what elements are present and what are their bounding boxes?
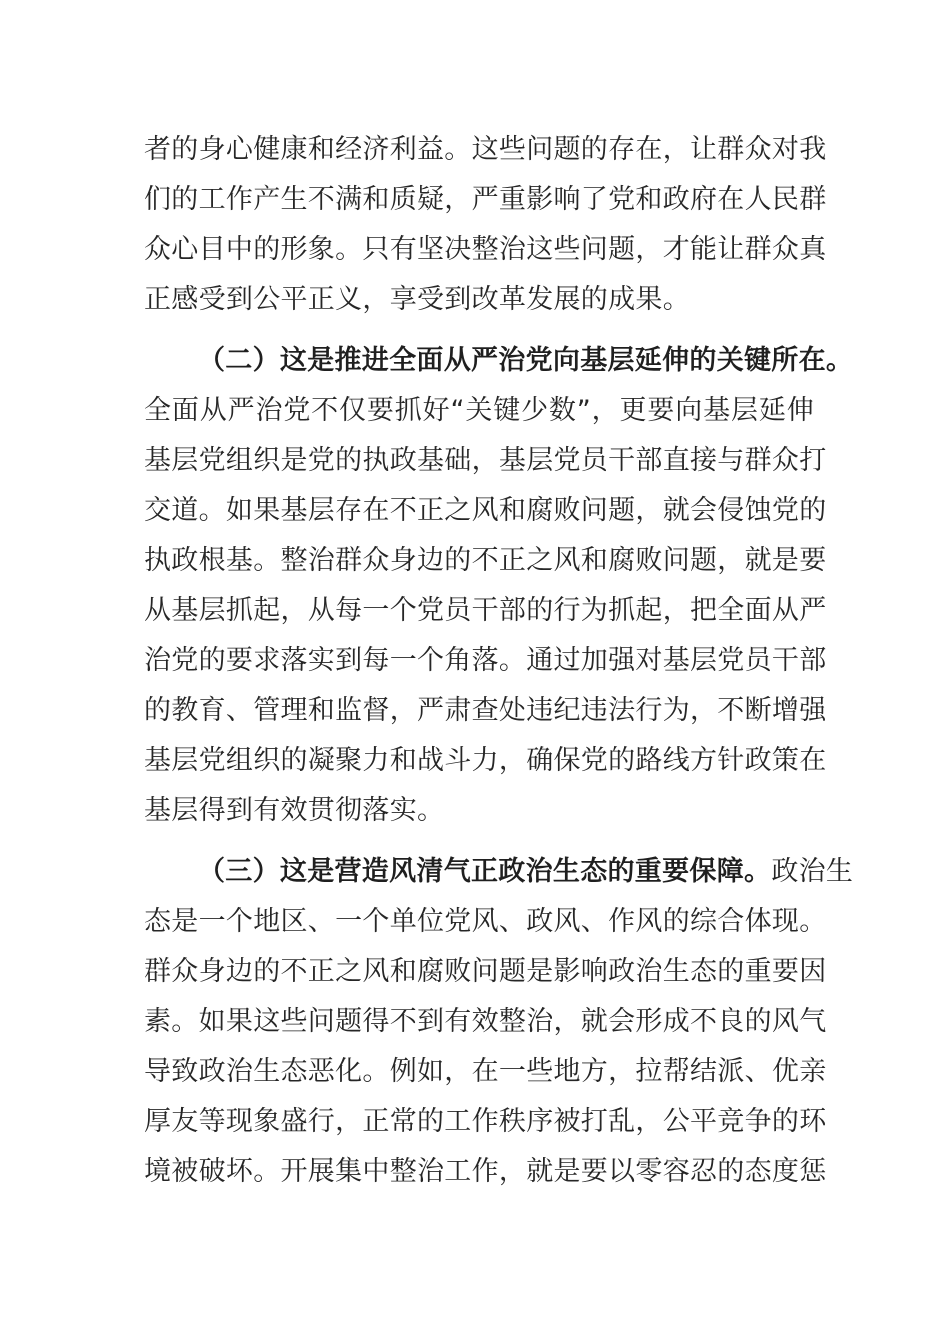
- text-line: [144, 336, 854, 386]
- text-line: 全面从严治党不仅要抓好“关键少数”，更要向基层延伸: [144, 395, 814, 426]
- text-line: 群众身边的不正之风和腐败问题是影响政治生态的重要因: [144, 956, 827, 987]
- text-line: [144, 847, 854, 897]
- section-heading: （三）这是营造风清气正政治生态的重要保障。: [198, 856, 772, 887]
- text-line: 基层党组织的凝聚力和战斗力，确保党的路线方针政策在: [144, 745, 827, 776]
- text-line: 者的身心健康和经济利益。这些问题的存在，让群众对我: [144, 134, 827, 165]
- text-line: 的教育、管理和监督，严肃查处违纪违法行为，不断增强: [144, 695, 827, 726]
- text-line: 们的工作产生不满和质疑，严重影响了党和政府在人民群: [144, 184, 827, 215]
- text-line: 执政根基。整治群众身边的不正之风和腐败问题，就是要: [144, 545, 827, 576]
- text-line: 导致政治生态恶化。例如，在一些地方，拉帮结派、优亲: [144, 1056, 827, 1087]
- text-line: 正感受到公平正义，享受到改革发展的成果。: [144, 284, 690, 315]
- text-line: 态是一个地区、一个单位党风、政风、作风的综合体现。: [144, 906, 827, 937]
- text-line: 治党的要求落实到每一个角落。通过加强对基层党员干部: [144, 645, 827, 676]
- text-line: 众心目中的形象。只有坚决整治这些问题，才能让群众真: [144, 234, 827, 265]
- text-line: 素。如果这些问题得不到有效整治，就会形成不良的风气: [144, 1006, 827, 1037]
- text-line: 境被破坏。开展集中整治工作，就是要以零容忍的态度惩: [144, 1156, 827, 1187]
- text-line: 基层得到有效贯彻落实。: [144, 795, 445, 826]
- text-line: 交道。如果基层存在不正之风和腐败问题，就会侵蚀党的: [144, 495, 827, 526]
- heading-tail-text: 政治生: [771, 856, 854, 887]
- text-line: 厚友等现象盛行，正常的工作秩序被打乱，公平竞争的环: [144, 1106, 827, 1137]
- text-line: 基层党组织是党的执政基础，基层党员干部直接与群众打: [144, 445, 827, 476]
- text-line: 从基层抓起，从每一个党员干部的行为抓起，把全面从严: [144, 595, 827, 626]
- section-heading: （二）这是推进全面从严治党向基层延伸的关键所在。: [198, 345, 854, 376]
